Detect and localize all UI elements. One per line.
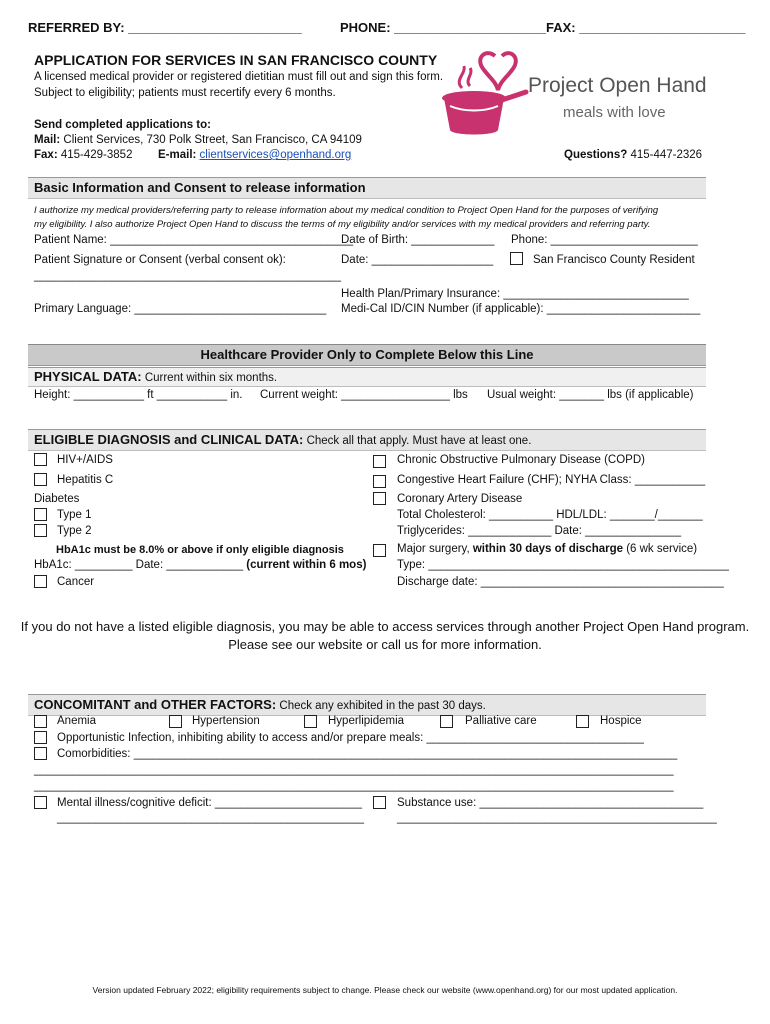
- palliative-label: Palliative care: [465, 715, 537, 727]
- cancer-label: Cancer: [57, 576, 95, 588]
- concomitant-subtitle: Check any exhibited in the past 30 days.: [276, 700, 486, 712]
- copd-checkbox[interactable]: [373, 455, 386, 468]
- surgery-tail: (6 wk service): [623, 543, 698, 555]
- hyperlipidemia-label: Hyperlipidemia: [328, 715, 405, 727]
- footer-note: Version updated February 2022; eligibility requirements subject to change. Please check our website (www.openhand.org) for our most updated application.: [92, 985, 678, 995]
- anemia-label: Anemia: [57, 715, 96, 727]
- hba1c-note: HbA1c must be 8.0% or above if only eligible diagnosis: [56, 544, 344, 556]
- usual-weight-field[interactable]: Usual weight: _______ lbs (if applicable): [487, 389, 694, 401]
- hypertension-checkbox[interactable]: [169, 715, 182, 728]
- referred-by-field[interactable]: REFERRED BY: ________________________: [28, 20, 302, 35]
- hba1c-field[interactable]: [34, 559, 366, 571]
- discharge-date-field[interactable]: Discharge date: ______________________________________: [397, 576, 724, 588]
- mail-address: [34, 134, 362, 146]
- current-weight-field[interactable]: Current weight: _________________ lbs: [260, 389, 468, 401]
- hypertension-label: Hypertension: [192, 715, 260, 727]
- basic-info-title: Basic Information and Consent to release information: [34, 180, 366, 195]
- hyperlipidemia-checkbox[interactable]: [304, 715, 317, 728]
- fax-field[interactable]: FAX: _______________________: [546, 20, 746, 35]
- hepc-checkbox[interactable]: [34, 473, 47, 486]
- type2-label: Type 2: [57, 525, 92, 537]
- surgery-bold: within 30 days of discharge: [469, 543, 624, 555]
- anemia-checkbox[interactable]: [34, 715, 47, 728]
- height-field[interactable]: Height: ___________ ft ___________ in.: [34, 389, 243, 401]
- patient-name-field[interactable]: Patient Name: ______________________________________: [34, 234, 354, 246]
- intro-line-1: A licensed medical provider or registered dietitian must fill out and sign this form.: [34, 71, 444, 83]
- logo-tagline: meals with love: [563, 104, 666, 121]
- questions-contact: [564, 149, 702, 161]
- medical-id-field[interactable]: Medi-Cal ID/CIN Number (if applicable): ________________________: [341, 303, 701, 315]
- questions-label: Questions?: [564, 149, 628, 161]
- page-title: APPLICATION FOR SERVICES IN SAN FRANCISCO COUNTY: [34, 52, 438, 68]
- mental-checkbox[interactable]: [34, 796, 47, 809]
- substance-checkbox[interactable]: [373, 796, 386, 809]
- mental-field[interactable]: Mental illness/cognitive deficit: _______________________: [57, 797, 362, 809]
- cancer-checkbox[interactable]: [34, 575, 47, 588]
- intro-line-2: Subject to eligibility; patients must recertify every 6 months.: [34, 87, 336, 99]
- cad-checkbox[interactable]: [373, 492, 386, 505]
- oi-field[interactable]: Opportunistic Infection, inhibiting ability to access and/or prepare meals: __________________________________: [57, 732, 644, 744]
- cholesterol-field[interactable]: Total Cholesterol: __________ HDL/LDL: _______/_______: [397, 509, 703, 521]
- physical-data-title: [34, 369, 277, 384]
- hiv-checkbox[interactable]: [34, 453, 47, 466]
- hospice-checkbox[interactable]: [576, 715, 589, 728]
- email-label: E-mail:: [158, 149, 197, 161]
- heart-pot-icon: [440, 50, 530, 140]
- signature-line[interactable]: ________________________________________________: [34, 270, 341, 282]
- fax-label: Fax:: [34, 149, 58, 161]
- surgery-type-field[interactable]: Type: _______________________________________________: [397, 559, 729, 571]
- type1-label: Type 1: [57, 509, 92, 521]
- questions-value: 415-447-2326: [627, 149, 703, 161]
- patient-phone-field[interactable]: Phone: _______________________: [511, 234, 698, 246]
- hepc-label: Hepatitis C: [57, 474, 114, 486]
- surgery-checkbox[interactable]: [373, 544, 386, 557]
- physical-data-band: [28, 367, 706, 387]
- physical-data-subtitle: Current within six months.: [141, 372, 278, 384]
- email-link[interactable]: clientservices@openhand.org: [199, 149, 352, 161]
- mail-label: Mail:: [34, 134, 61, 146]
- signature-date-field[interactable]: Date: ___________________: [341, 254, 494, 266]
- fax-value: 415-429-3852: [57, 149, 133, 161]
- basic-info-band: [28, 177, 706, 199]
- logo-name: Project Open Hand: [528, 74, 707, 97]
- diagnosis-title: [34, 432, 531, 447]
- substance-line[interactable]: __________________________________________________: [397, 812, 717, 824]
- comorbidities-line-1[interactable]: ____________________________________________________________________________________________________: [34, 764, 674, 776]
- dob-field[interactable]: Date of Birth: _____________: [341, 234, 495, 246]
- comorbidities-field[interactable]: Comorbidities: _____________________________________________________________________________________: [57, 748, 678, 760]
- type1-checkbox[interactable]: [34, 508, 47, 521]
- type2-checkbox[interactable]: [34, 524, 47, 537]
- notice-line-2: Please see our website or call us for more information.: [228, 637, 542, 652]
- sf-resident-label: San Francisco County Resident: [533, 254, 695, 266]
- mail-value: Client Services, 730 Polk Street, San Francisco, CA 94109: [60, 134, 362, 146]
- hospice-label: Hospice: [600, 715, 642, 727]
- fax-contact: [34, 149, 132, 161]
- chf-checkbox[interactable]: [373, 475, 386, 488]
- health-plan-field[interactable]: Health Plan/Primary Insurance: _____________________________: [341, 288, 689, 300]
- diagnosis-band: [28, 429, 706, 451]
- cad-label: Coronary Artery Disease: [397, 493, 523, 505]
- comorbidities-line-2[interactable]: ____________________________________________________________________________________________________: [34, 780, 674, 792]
- diagnosis-subtitle: Check all that apply. Must have at least one.: [303, 435, 532, 447]
- surgery-label: [397, 543, 697, 555]
- consent-line-1: I authorize my medical providers/referring party to release information about my medical condition to Project Open Hand for the purposes of verifying: [34, 205, 659, 216]
- concomitant-heading: CONCOMITANT and OTHER FACTORS:: [34, 697, 277, 712]
- chf-label: Congestive Heart Failure (CHF); NYHA Class: ___________: [397, 474, 706, 486]
- surgery-text: Major surgery,: [397, 543, 470, 555]
- concomitant-band: [28, 694, 706, 716]
- triglycerides-field[interactable]: Triglycerides: _____________ Date: _______________: [397, 525, 682, 537]
- notice-line-1: If you do not have a listed eligible diagnosis, you may be able to access services through another Project Open Hand program.: [20, 619, 750, 634]
- oi-checkbox[interactable]: [34, 731, 47, 744]
- email-contact: [158, 149, 351, 161]
- send-heading: Send completed applications to:: [34, 119, 211, 131]
- diabetes-label: Diabetes: [34, 493, 80, 505]
- diagnosis-heading: ELIGIBLE DIAGNOSIS and CLINICAL DATA:: [34, 432, 304, 447]
- signature-label: Patient Signature or Consent (verbal consent ok):: [34, 254, 286, 266]
- concomitant-title: [34, 697, 486, 712]
- copd-label: Chronic Obstructive Pulmonary Disease (COPD): [397, 454, 645, 466]
- hba1c-text: HbA1c: _________ Date: ____________: [34, 559, 244, 571]
- hba1c-current: (current within 6 mos): [243, 559, 367, 571]
- hiv-label: HIV+/AIDS: [57, 454, 113, 466]
- provider-only-band: [28, 344, 706, 366]
- phone-field[interactable]: PHONE: _____________________: [340, 20, 547, 35]
- primary-language-field[interactable]: Primary Language: ______________________________: [34, 303, 327, 315]
- provider-only-title: Healthcare Provider Only to Complete Below this Line: [200, 347, 534, 362]
- consent-line-2: my eligibility. I also authorize Project Open Hand to discuss the terms of my eligibility and/or services with my medical providers and referring party.: [34, 219, 651, 230]
- sf-resident-checkbox[interactable]: [510, 252, 523, 265]
- comorbidities-checkbox[interactable]: [34, 747, 47, 760]
- substance-field[interactable]: Substance use: ___________________________________: [397, 797, 704, 809]
- physical-data-heading: PHYSICAL DATA:: [34, 369, 142, 384]
- palliative-checkbox[interactable]: [440, 715, 453, 728]
- mental-line[interactable]: ________________________________________________: [57, 812, 364, 824]
